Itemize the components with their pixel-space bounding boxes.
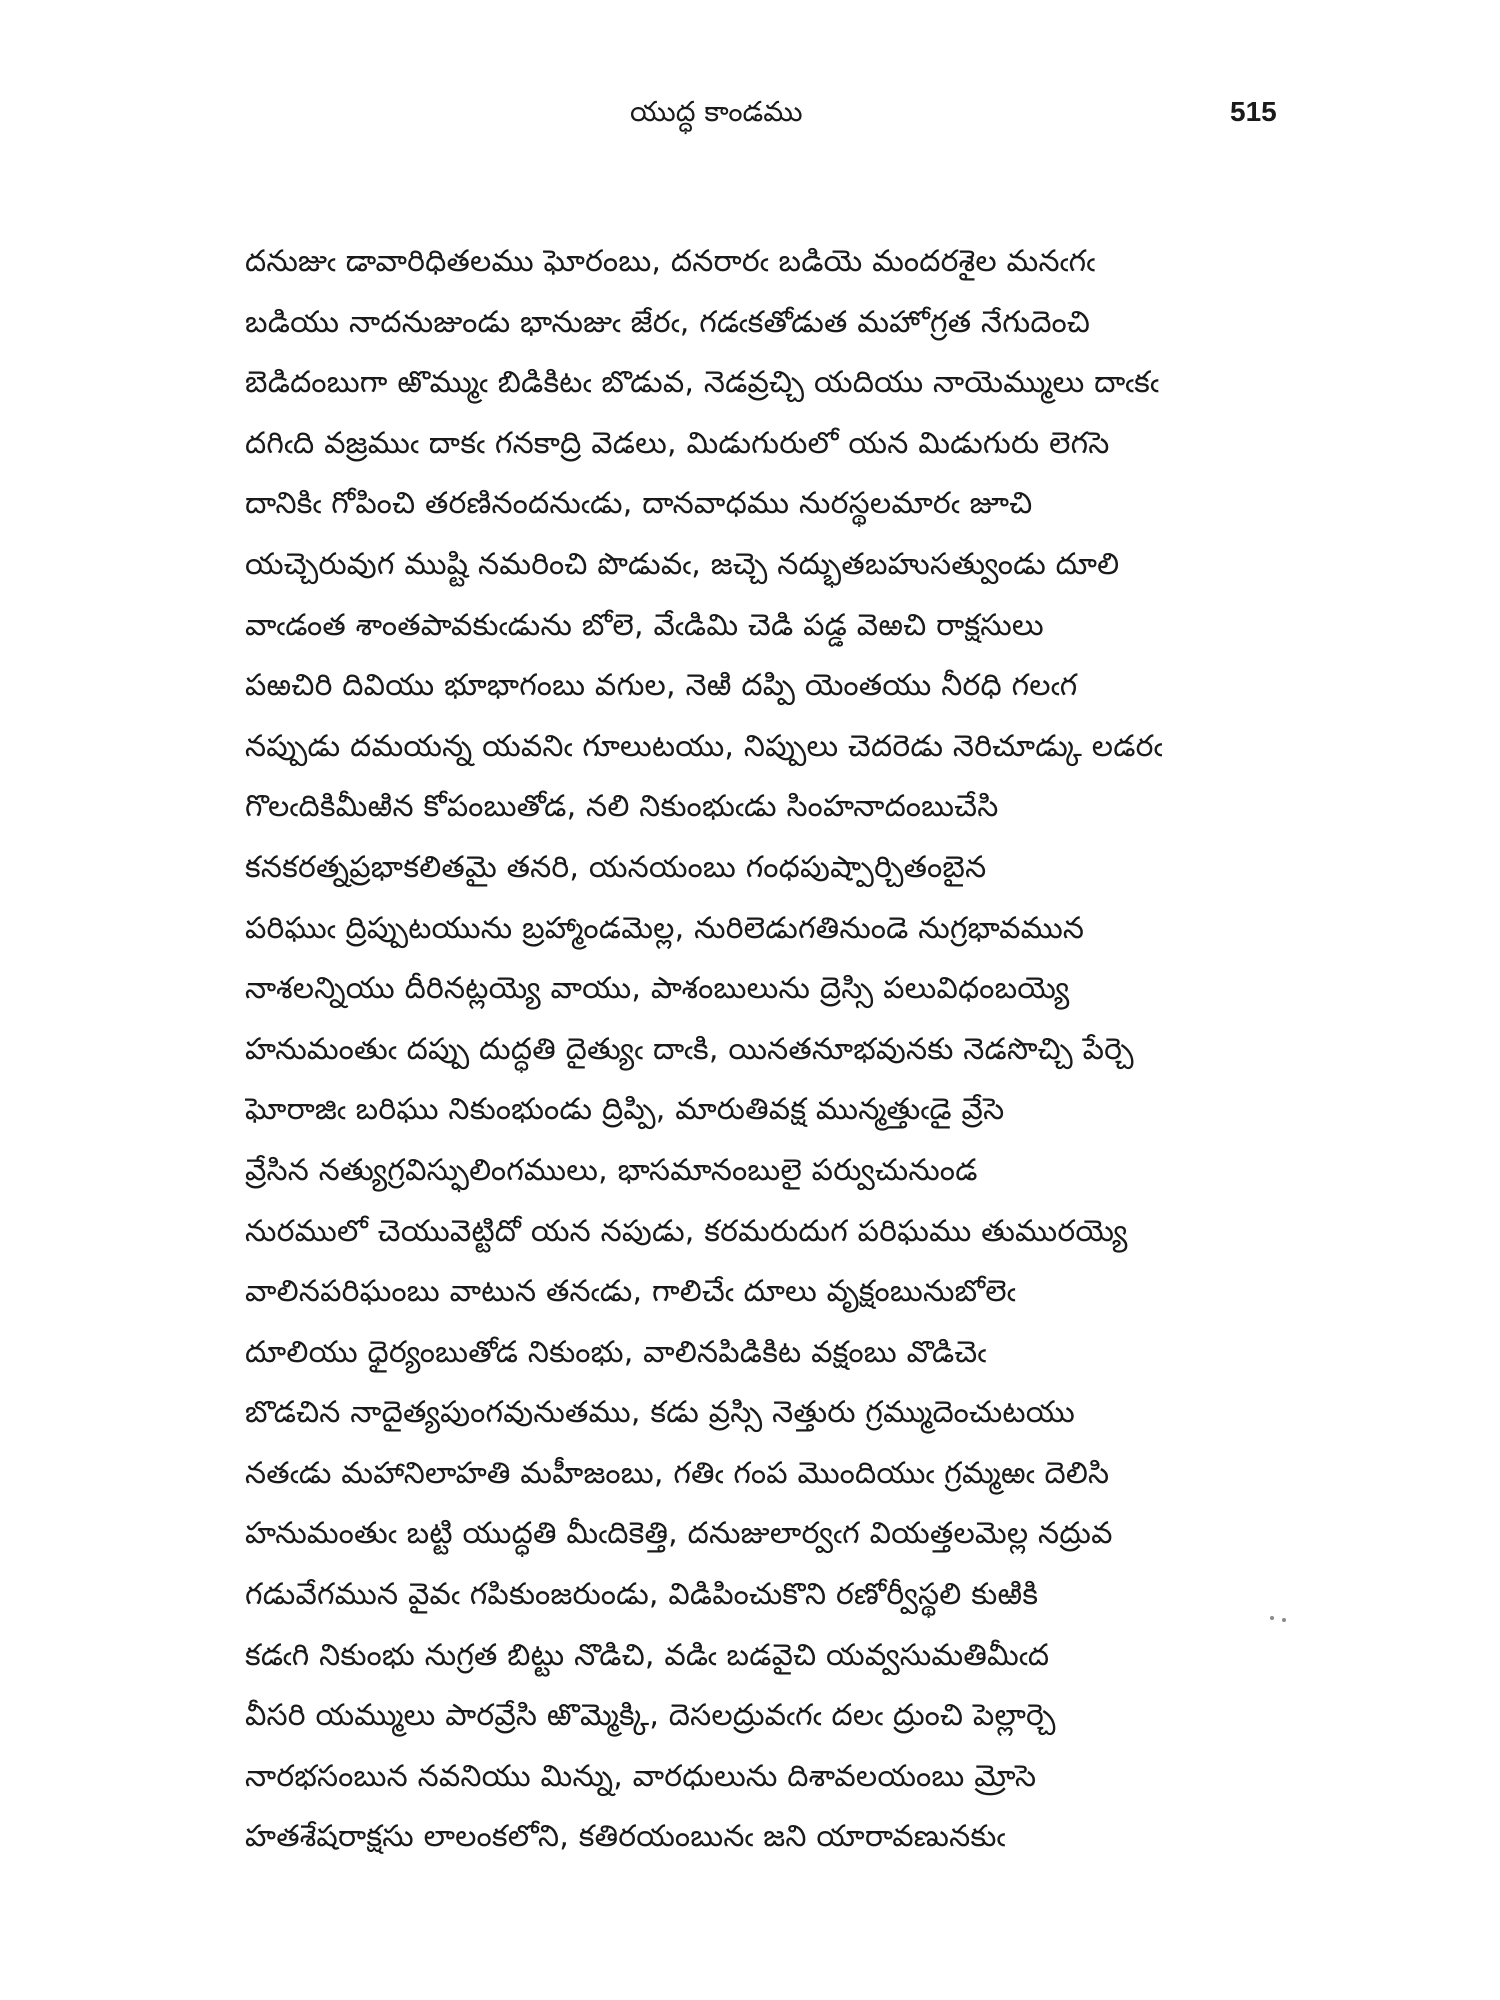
scan-speck [1282, 1618, 1286, 1622]
verse-line: దానికిఁ గోపించి తరణినందనుఁడు, దానవాధము నురస్థలమారఁ జూచి [245, 486, 1033, 522]
verse-line: గొలఁదికిమీఱిన కోపంబుతోడ, నలి నికుంభుఁడు సింహనాదంబుచేసి [245, 789, 999, 825]
verse-line: పఱచిరి దివియు భూభాగంబు వగుల, నెఱి దప్పి యెంతయు నీరధి గలఁగ [245, 668, 1078, 704]
verse-line: దనుజుఁ డావారిధితలము ఘోరంబు, దనరారఁ బడియె మందరశైల మనఁగఁ [245, 244, 1096, 279]
verse-line: వ్రేసిన నత్యుగ్రవిస్ఫులింగములు, భాసమానంబులై పర్వుచునుండ [245, 1152, 978, 1188]
verse-line: వాలినపరిఘంబు వాటున తనఁడు, గాలిచేఁ దూలు వృక్షంబునుబోలెఁ [245, 1274, 1016, 1310]
verse-line: యచ్చెరువుగ ముష్టి నమరించి పొడువఁ, జచ్చె నద్భుతబహుసత్వుండు దూలి [245, 546, 1120, 582]
verse-line: నతఁడు మహానిలాహతి మహీజంబు, గతిఁ గంప మొందియుఁ గ్రమ్మఱఁ దెలిసి [245, 1455, 1110, 1491]
running-head [0, 92, 1500, 132]
verse-line: ఘోరాజిఁ బరిఘు నికుంభుండు ద్రిప్పి, మారుతివక్ష మున్మత్తుఁడై వ్రేసె [245, 1092, 1005, 1128]
running-title: యుద్ధ కాండము [630, 95, 803, 128]
verse-line: వాఁడంత శాంతపావకుఁడును బోలె, వేఁడిమి చెడి పడ్డ వెఱచి రాక్షసులు [245, 607, 1044, 643]
verse-line: దూలియు ధైర్యంబుతోడ నికుంభు, వాలినపిడికిట వక్షంబు వొడిచెఁ [245, 1334, 987, 1370]
verse-line: కడఁగి నికుంభు నుగ్రత బిట్టు నొడిచి, వడిఁ బడవైచి యవ్వసుమతిమీఁద [245, 1637, 1050, 1673]
scan-speck [1270, 1616, 1274, 1620]
page-number: 515 [1230, 96, 1277, 127]
verse-line: దగిఁది వజ్రముఁ దాకఁ గనకాద్రి వెడలు, మిడుగురులో యన మిడుగురు లెగసె [245, 425, 1110, 461]
verse-line: హతశేషరాక్షసు లాలంకలోని, కతిరయంబునఁ జని యారావణునకుఁ [245, 1819, 1006, 1855]
verse-line: కనకరత్నప్రభాకలితమై తనరి, యనయంబు గంధపుష్పార్చితంబైన [245, 849, 987, 885]
verse-line: బొడచిన నాదైత్యపుంగవునుతము, కడు వ్రస్సి నెత్తురు గ్రమ్ముదెంచుటయు [245, 1395, 1075, 1431]
verse-line: నాశలన్నియు దీరినట్లయ్యె వాయు, పాశంబులును ద్రెస్సి పలువిధంబయ్యె [245, 971, 1070, 1007]
verse-line: పరిఘుఁ ద్రిప్పుటయును బ్రహ్మాండమెల్ల, నురిలెడుగతినుండె నుగ్రభావమున [245, 910, 1085, 946]
verse-line: బెడిదంబుగా ఱొమ్ముఁ బిడికిటఁ బొడువ, నెడవ్రచ్చి యదియు నాయెమ్ములు దాఁకఁ [245, 365, 1159, 401]
verse-line: బడియు నాదనుజుండు భానుజుఁ జేరఁ, గడఁకతోడుత మహోగ్రత నేగుదెంచి [245, 304, 1091, 340]
verse-line: నప్పుడు దమయన్న యవనిఁ గూలుటయు, నిప్పులు చెదరెడు నెరిచూడ్కు లడరఁ [245, 728, 1163, 764]
verse-line: నారభసంబున నవనియు మిన్ను, వారధులును దిశావలయంబు మ్రోసె [245, 1758, 1037, 1794]
verse-line: వీసరి యమ్ములు పారవ్రేసి ఱొమ్మెక్కి, దెసలద్రువఁగఁ దలఁ ద్రుంచి పెల్లార్చె [245, 1698, 1056, 1734]
verse-line: హనుమంతుఁ దప్పు దుద్ధతి దైత్యుఁ దాఁకి, యినతనూభవునకు నెడసొచ్చి పేర్చె [245, 1031, 1134, 1067]
verse-line: గడువేగమున వైవఁ గపికుంజరుండు, విడిపించుకొని రణోర్వీస్థలి కుఱికి [245, 1577, 1039, 1613]
verse-line: నురములో చెయువెట్టిదో యన నపుడు, కరమరుదుగ పరిఘము తుమురయ్యె [245, 1213, 1128, 1249]
poem-body [245, 232, 1285, 1868]
verse-line: హనుమంతుఁ బట్టి యుద్ధతి మీఁదికెత్తి, దనుజులార్వఁగ వియత్తలమెల్ల నద్రువ [245, 1516, 1113, 1552]
